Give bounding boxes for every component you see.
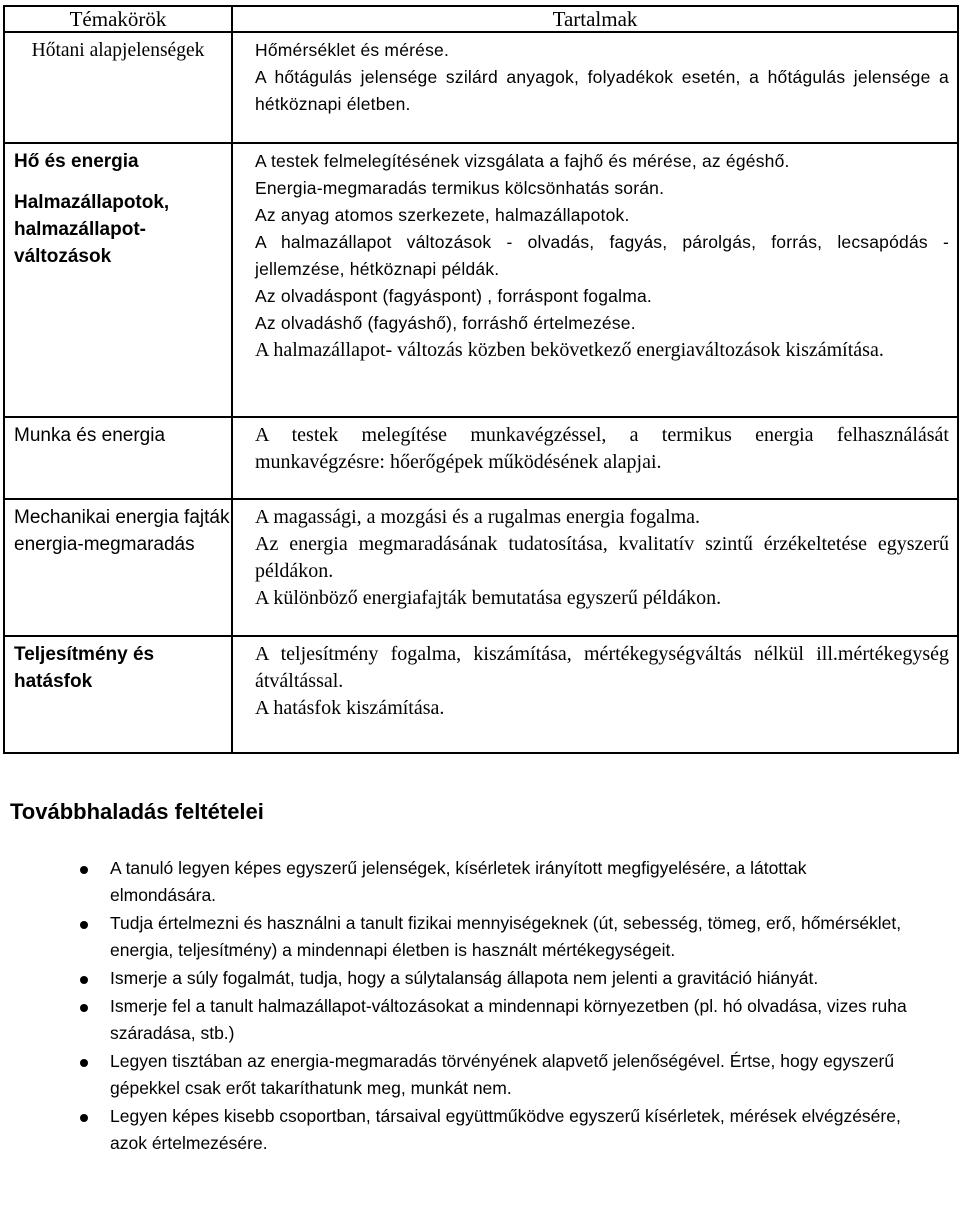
bullet-icon [80, 1114, 88, 1122]
content-line: Energia-megmaradás termikus kölcsönhatás során. [255, 178, 665, 198]
list-item-text: Ismerje fel a tanult halmazállapot-változásokat a mindennapi környezetben (pl. hó olvadása, vizes ruha száradása, stb.) [110, 996, 907, 1043]
table-row [4, 636, 958, 753]
content-cell [232, 417, 958, 499]
topics-table [3, 5, 959, 754]
content-line: A hőtágulás jelensége szilárd anyagok, folyadékok esetén, a hőtágulás jelensége a hétköznapi életben. [255, 67, 949, 114]
content-cell [232, 143, 958, 417]
content-line: A testek melegítése munkavégzéssel, a termikus energia felhasználását munkavégzésre: hőerőgépek működésének alapjai. [255, 424, 949, 473]
content-cell [232, 32, 958, 143]
content-line: Hőmérséklet és mérése. [255, 40, 450, 60]
table-header-row [4, 6, 958, 32]
content-line: Az energia megmaradásának tudatosítása, kvalitatív szintű érzékeltetése egyszerű példákon. [255, 533, 949, 582]
list-item [80, 1048, 910, 1102]
content-line: Az anyag atomos szerkezete, halmazállapotok. [255, 205, 630, 225]
topic-cell [4, 499, 232, 636]
content-line: Az olvadáshő (fagyáshő), forráshő értelmezése. [255, 313, 636, 333]
topic-label: Munka és energia [14, 425, 166, 446]
topic-label: Halmazállapotok, halmazállapot-változások [14, 192, 170, 267]
content-line: A testek felmelegítésének vizsgálata a fajhő és mérése, az égéshő. [255, 151, 790, 171]
topic-cell [4, 143, 232, 417]
list-item-text: Legyen képes kisebb csoportban, társaival együttműködve egyszerű kísérletek, mérések elvégzésére, azok értelmezésére. [110, 1106, 901, 1153]
header-topics: Témakörök [4, 6, 232, 32]
header-contents: Tartalmak [232, 6, 958, 32]
topic-cell [4, 417, 232, 499]
list-item [80, 1103, 910, 1157]
content-line: A halmazállapot- változás közben bekövetkező energiaváltozások kiszámítása. [255, 339, 884, 361]
topic-label: Hő és energia [14, 151, 139, 172]
topic-label: Hőtani alapjelenségek [31, 40, 205, 61]
topic-label: Mechanikai energia fajták energia-megmaradás [14, 507, 230, 555]
table-row [4, 32, 958, 143]
bullet-icon [80, 1004, 88, 1012]
content-cell [232, 499, 958, 636]
content-cell [232, 636, 958, 753]
table-body [4, 32, 958, 753]
table-row [4, 143, 958, 417]
topic-label: Teljesítmény és hatásfok [14, 644, 155, 692]
bullet-icon [80, 1059, 88, 1067]
content-line: A különböző energiafajták bemutatása egyszerű példákon. [255, 587, 722, 609]
bullet-icon [80, 976, 88, 984]
content-line: A teljesítmény fogalma, kiszámítása, mértékegységváltás nélkül ill.mértékegység átváltással. [255, 643, 949, 692]
section-title: Továbbhaladás feltételei [10, 799, 264, 824]
list-item-text: Legyen tisztában az energia-megmaradás törvényének alapvető jelenőségével. Értse, hogy egyszerű gépekkel csak erőt takaríthatunk meg, munkát nem. [110, 1051, 895, 1098]
content-line: A magassági, a mozgási és a rugalmas energia fogalma. [255, 506, 701, 528]
content-line: A halmazállapot változások - olvadás, fagyás, párolgás, forrás, lecsapódás - jellemzése, hétköznapi példák. [255, 232, 949, 279]
table-row [4, 499, 958, 636]
list-item [80, 965, 910, 992]
list-item [80, 855, 910, 909]
list-item-text: Tudja értelmezni és használni a tanult fizikai mennyiségeknek (út, sebesség, tömeg, erő, hőmérséklet, energia, teljesítmény) a mindennapi életben is használt mértékegységeit. [110, 913, 902, 960]
list-item-text: Ismerje a súly fogalmát, tudja, hogy a súlytalanság állapota nem jelenti a gravitáció hiányát. [110, 968, 819, 988]
bullet-icon [80, 866, 88, 874]
table-row [4, 417, 958, 499]
topic-cell [4, 636, 232, 753]
list-item [80, 910, 910, 964]
topic-cell [4, 32, 232, 143]
bullet-icon [80, 921, 88, 929]
requirements-list [80, 855, 910, 1158]
content-line: Az olvadáspont (fagyáspont) , forráspont fogalma. [255, 286, 652, 306]
list-item-text: A tanuló legyen képes egyszerű jelenségek, kísérletek irányított megfigyelésére, a látottak elmondására. [110, 858, 807, 905]
content-line: A hatásfok kiszámítása. [255, 697, 445, 719]
list-item [80, 993, 910, 1047]
